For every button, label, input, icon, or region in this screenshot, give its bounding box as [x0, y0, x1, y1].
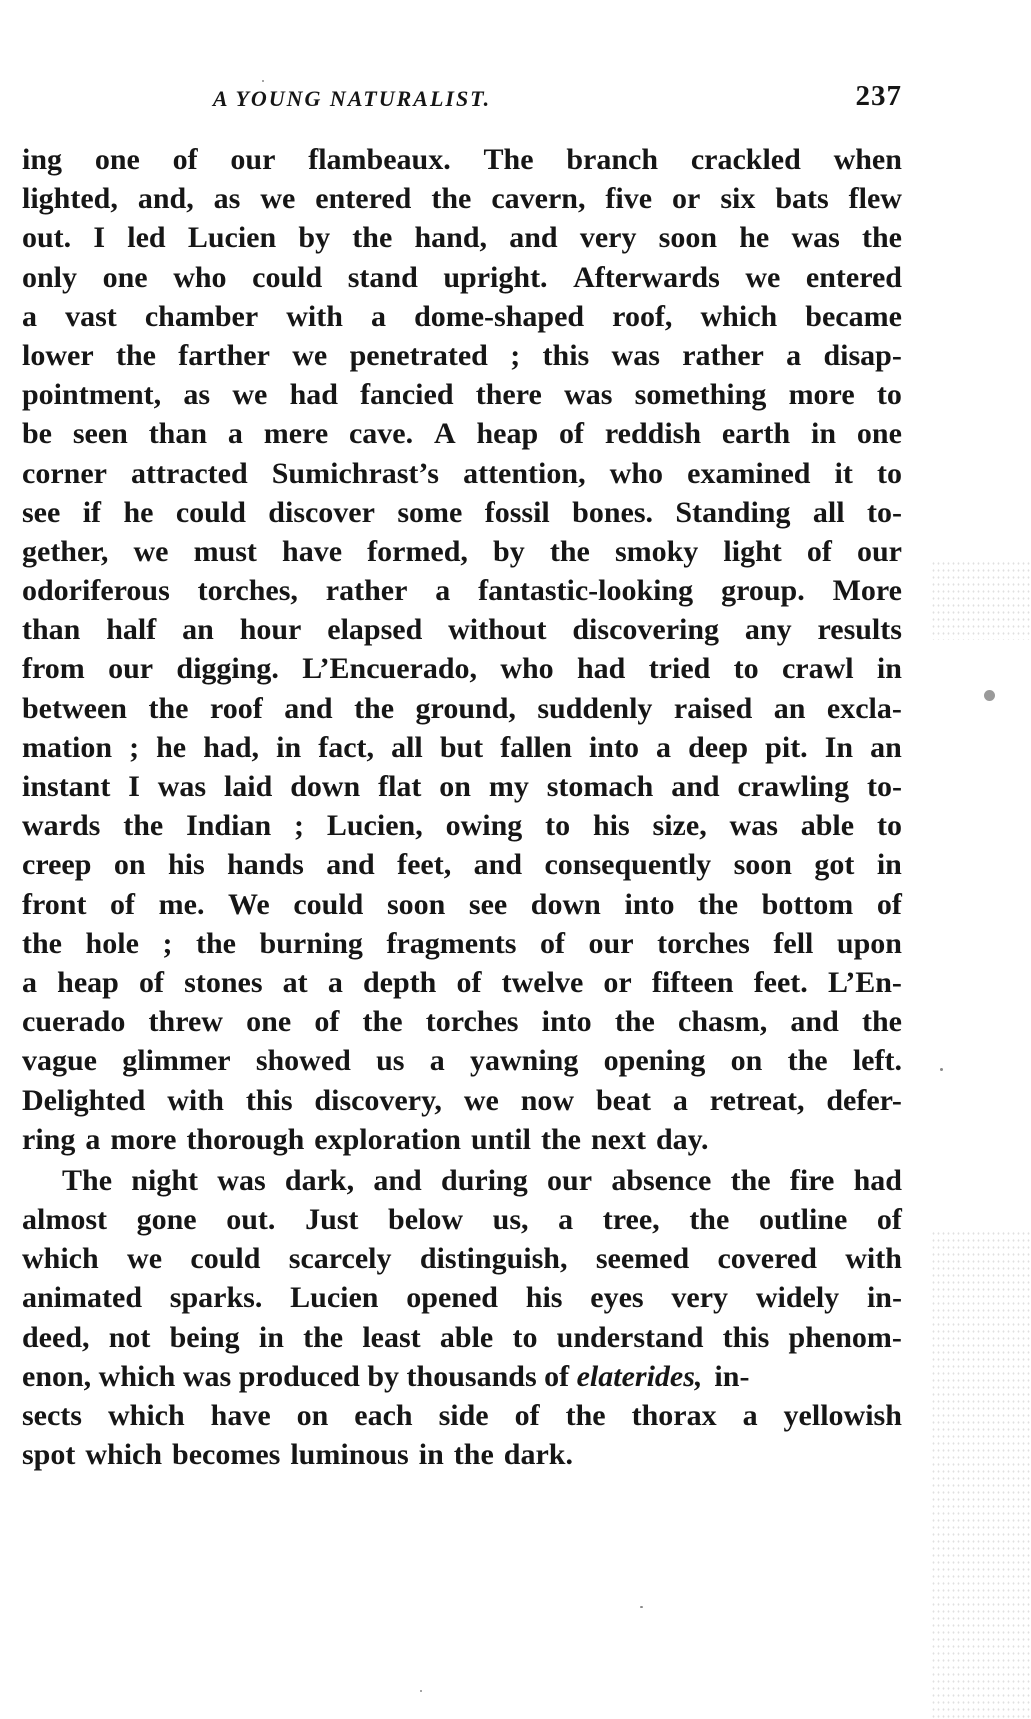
text-line: cuerado threw one of the torches into the chasm, and the [22, 1005, 902, 1039]
text-line-with-italic [22, 1357, 902, 1396]
paper-speck [640, 1606, 643, 1608]
text-line: Delighted with this discovery, we now beat a retreat, defer- [22, 1083, 902, 1117]
text-line: be seen than a mere cave. A heap of reddish earth in one [22, 417, 902, 451]
text-line: corner attracted Sumichrast’s attention, who examined it to [22, 456, 902, 490]
paragraph-1 [22, 140, 902, 1159]
paper-speck [262, 80, 264, 82]
page-number: 237 [855, 80, 902, 112]
text-line: creep on his hands and feet, and consequently soon got in [22, 848, 902, 882]
text-line: instant I was laid down flat on my stomach and crawling to- [22, 770, 902, 803]
text-line: front of me. We could soon see down into the bottom of [22, 887, 902, 921]
text-line: pointment, as we had fancied there was something more to [22, 378, 902, 412]
text-line: from our digging. L’Encuerado, who had tried to crawl in [22, 652, 902, 686]
text-line: almost gone out. Just below us, a tree, the outline of [22, 1203, 902, 1237]
text-line: mation ; he had, in fact, all but fallen into a deep pit. In an [22, 730, 902, 764]
text-line: sects which have on each side of the thorax a yellowish [22, 1399, 902, 1432]
running-head-title: A YOUNG NATURALIST. [212, 86, 492, 111]
text-line: out. I led Lucien by the hand, and very soon he was the [22, 221, 902, 255]
paper-speck [940, 1068, 943, 1071]
body-text [22, 140, 902, 1474]
text-line: which we could scarcely distinguish, seemed covered with [22, 1242, 902, 1276]
paper-speck [984, 690, 995, 701]
paper-speck [420, 1690, 422, 1692]
text-line: gether, we must have formed, by the smoky light of our [22, 534, 902, 568]
text-line: animated sparks. Lucien opened his eyes very widely in- [22, 1281, 902, 1315]
italic-term-elaterides: elaterides, [576, 1359, 703, 1393]
text-line: a vast chamber with a dome-shaped roof, which became [22, 299, 902, 333]
running-head [22, 80, 902, 120]
text-line: deed, not being in the least able to understand this phenom- [22, 1320, 902, 1354]
text-line: vague glimmer showed us a yawning opening on the left. [22, 1044, 902, 1078]
text-line: see if he could discover some fossil bones. Standing all to- [22, 495, 902, 529]
text-line: ing one of our flambeaux. The branch crackled when [22, 143, 902, 176]
text-line: a heap of stones at a depth of twelve or fifteen feet. L’En- [22, 965, 902, 999]
text-line: the hole ; the burning fragments of our torches fell upon [22, 926, 902, 960]
text-line: than half an hour elapsed without discovering any results [22, 613, 902, 647]
text-line: only one who could stand upright. Afterwards we entered [22, 260, 902, 294]
scan-edge-noise [931, 1230, 1031, 1719]
line-text-after-term: in- [714, 1359, 750, 1393]
line-text-before-term: enon, which was produced by thousands of [22, 1359, 577, 1393]
scan-edge-noise [931, 560, 1031, 640]
text-line: lighted, and, as we entered the cavern, five or six bats flew [22, 182, 902, 216]
text-line: wards the Indian ; Lucien, owing to his size, was able to [22, 809, 902, 843]
paragraph-2 [22, 1161, 902, 1475]
text-line: odoriferous torches, rather a fantastic-looking group. More [22, 574, 902, 608]
text-line: ring a more thorough exploration until the next day. [22, 1122, 709, 1156]
text-line: between the roof and the ground, suddenly raised an excla- [22, 691, 902, 725]
text-line: The night was dark, and during our absence the fire had [62, 1163, 902, 1197]
text-line: spot which becomes luminous in the dark. [22, 1438, 573, 1472]
text-line: lower the farther we penetrated ; this was rather a disap- [22, 338, 902, 372]
